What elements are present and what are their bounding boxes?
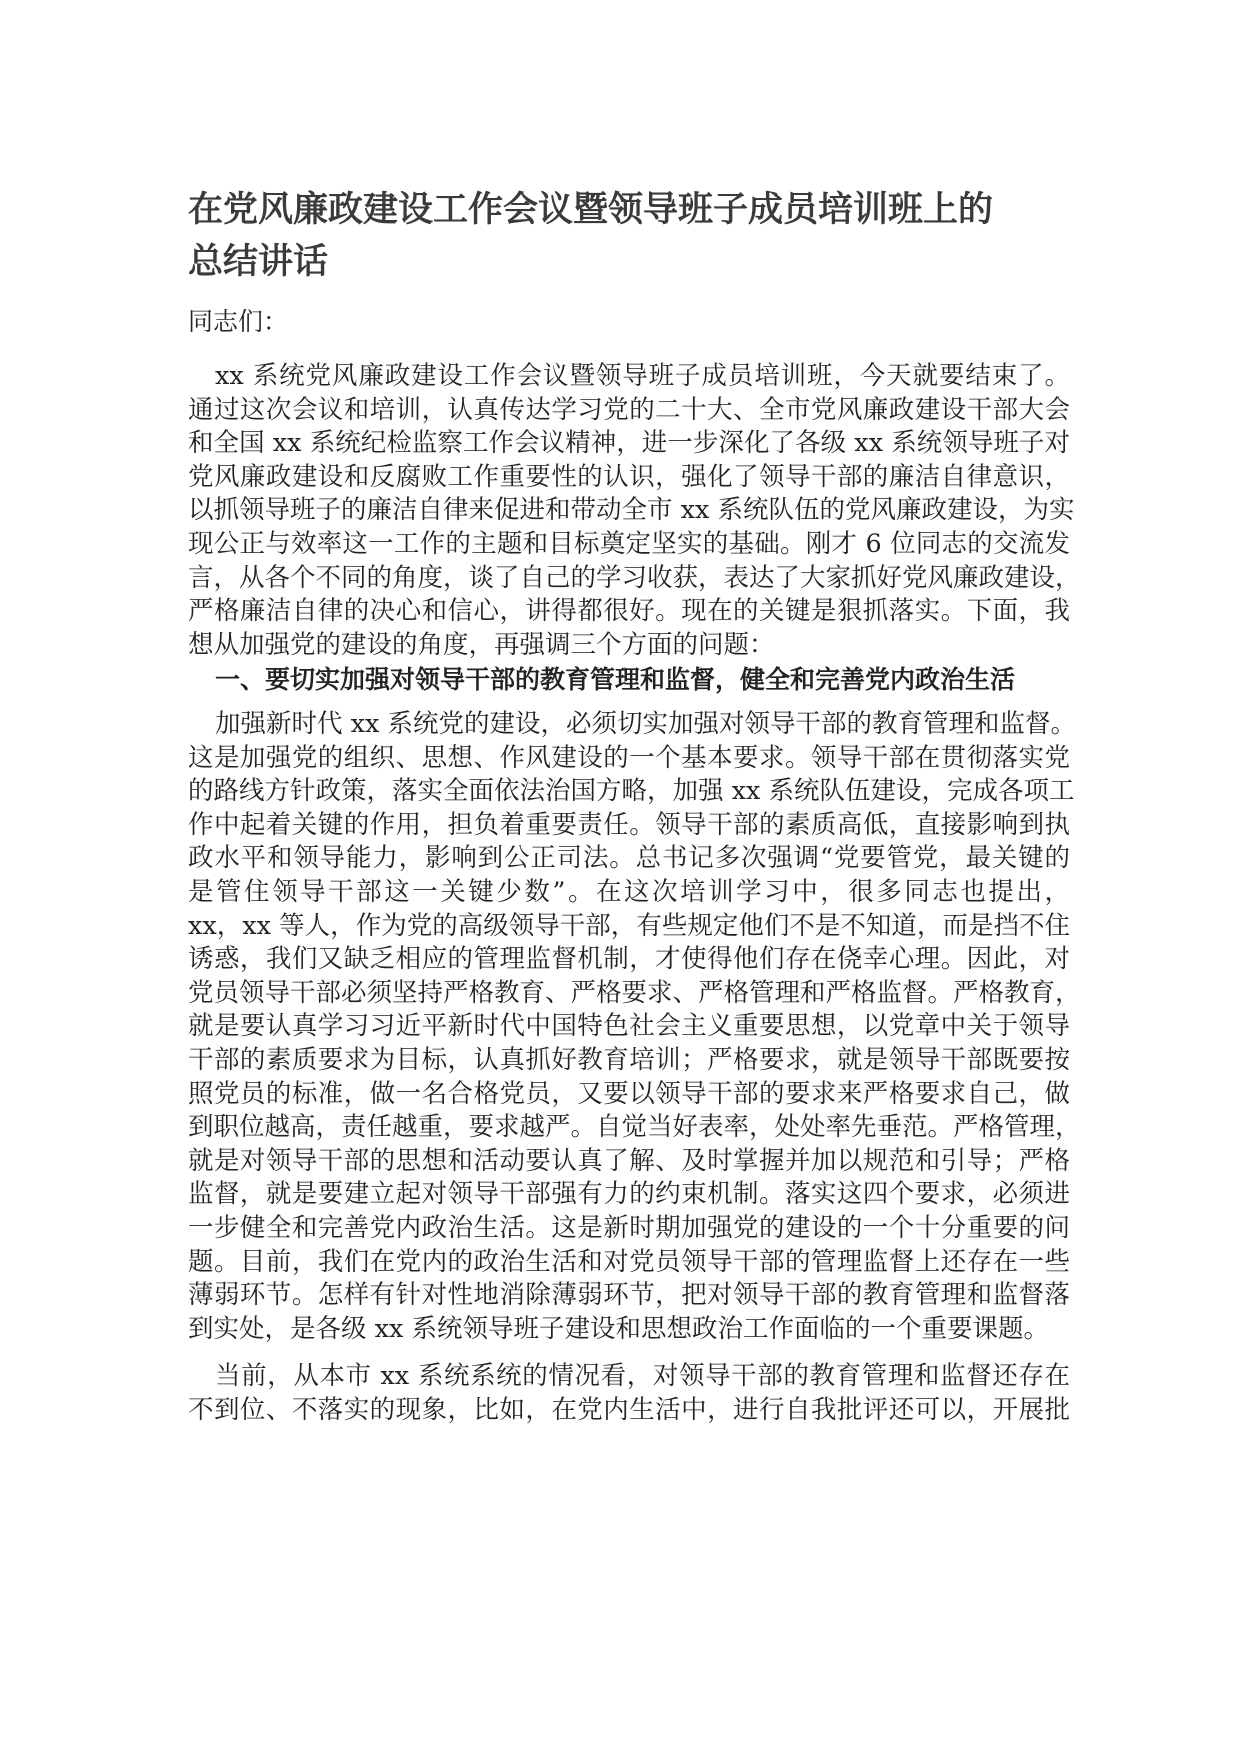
paragraph-line: 诱惑，我们又缺乏相应的管理监督机制，才使得他们存在侥幸心理。因此，对 xyxy=(188,944,1070,975)
paragraph-line: 监督，就是要建立起对领导干部强有力的约束机制。落实这四个要求，必须进 xyxy=(188,1179,1070,1210)
paragraph-line: 薄弱环节。怎样有针对性地消除薄弱环节，把对领导干部的教育管理和监督落 xyxy=(188,1280,1070,1311)
paragraph-section-1 xyxy=(188,708,1081,1346)
paragraph-line: 当前，从本市 xx 系统系统的情况看，对领导干部的教育管理和监督还存在 xyxy=(215,1361,1070,1391)
paragraph-line: 加强新时代 xx 系统党的建设，必须切实加强对领导干部的教育管理和监督。 xyxy=(215,709,1076,739)
paragraph-line: 照党员的标准，做一名合格党员，又要以领导干部的要求来严格要求自己，做 xyxy=(188,1078,1070,1109)
paragraph-line: 政水平和领导能力，影响到公正司法。总书记多次强调“党要管党，最关键的 xyxy=(188,843,1070,874)
paragraph-line: 和全国 xx 系统纪检监察工作会议精神，进一步深化了各级 xx 系统领导班子对 xyxy=(188,428,1070,459)
paragraph-line: 这是加强党的组织、思想、作风建设的一个基本要求。领导干部在贯彻落实党 xyxy=(188,742,1070,773)
paragraph-line: 是管住领导干部这一关键少数”。在这次培训学习中，很多同志也提出， xyxy=(188,876,1070,907)
paragraph-line: 不到位、不落实的现象，比如，在党内生活中，进行自我批评还可以，开展批 xyxy=(188,1394,1070,1425)
paragraph-line: 以抓领导班子的廉洁自律来促进和带动全市 xx 系统队伍的党风廉政建设，为实 xyxy=(188,495,1075,526)
paragraph-line: 就是要认真学习习近平新时代中国特色社会主义重要思想，以党章中关于领导 xyxy=(188,1011,1070,1042)
paragraph-line: 严格廉洁自律的决心和信心，讲得都很好。现在的关键是狠抓落实。下面，我 xyxy=(188,596,1070,627)
paragraph-line: 到实处，是各级 xx 系统领导班子建设和思想政治工作面临的一个重要课题。 xyxy=(188,1313,1049,1344)
paragraph-line: 的路线方针政策，落实全面依法治国方略，加强 xx 系统队伍建设，完成各项工 xyxy=(188,776,1075,807)
paragraph-line: 题。目前，我们在党内的政治生活和对党员领导干部的管理监督上还存在一些 xyxy=(188,1246,1070,1277)
section-heading-1: 一、要切实加强对领导干部的教育管理和监督，健全和完善党内政治生活 xyxy=(215,665,1016,694)
paragraph-line: 想从加强党的建设的角度，再强调三个方面的问题： xyxy=(188,629,775,660)
paragraph-line: 干部的素质要求为目标，认真抓好教育培训；严格要求，就是领导干部既要按 xyxy=(188,1044,1070,1075)
paragraph-line: xx，xx 等人，作为党的高级领导干部，有些规定他们不是不知道，而是挡不住 xyxy=(188,910,1070,941)
greeting: 同志们： xyxy=(188,307,289,336)
paragraph-line: 党风廉政建设和反腐败工作重要性的认识，强化了领导干部的廉洁自律意识， xyxy=(188,461,1070,492)
paragraph-line: 作中起着关键的作用，担负着重要责任。领导干部的素质高低，直接影响到执 xyxy=(188,809,1070,840)
document-page xyxy=(188,0,1081,1754)
paragraph-line: 就是对领导干部的思想和活动要认真了解、及时掌握并加以规范和引导；严格 xyxy=(188,1145,1070,1176)
document-title-line-2: 总结讲话 xyxy=(188,242,329,282)
paragraph-line: xx 系统党风廉政建设工作会议暨领导班子成员培训班，今天就要结束了。 xyxy=(215,361,1070,391)
paragraph-intro xyxy=(188,360,1081,662)
paragraph-line: 现公正与效率这一工作的主题和目标奠定坚实的基础。刚才 6 位同志的交流发 xyxy=(188,528,1070,559)
paragraph-line: 通过这次会议和培训，认真传达学习党的二十大、全市党风廉政建设干部大会 xyxy=(188,394,1070,425)
paragraph-line: 党员领导干部必须坚持严格教育、严格要求、严格管理和严格监督。严格教育， xyxy=(188,977,1081,1008)
paragraph-line: 一步健全和完善党内政治生活。这是新时期加强党的建设的一个十分重要的问 xyxy=(188,1212,1070,1243)
document-title-line-1: 在党风廉政建设工作会议暨领导班子成员培训班上的 xyxy=(188,190,994,230)
paragraph-line: 言，从各个不同的角度，谈了自己的学习收获，表达了大家抓好党风廉政建设， xyxy=(188,562,1081,593)
paragraph-line: 到职位越高，责任越重，要求越严。自觉当好表率，处处率先垂范。严格管理， xyxy=(188,1112,1081,1143)
paragraph-current-situation xyxy=(188,1360,1070,1427)
